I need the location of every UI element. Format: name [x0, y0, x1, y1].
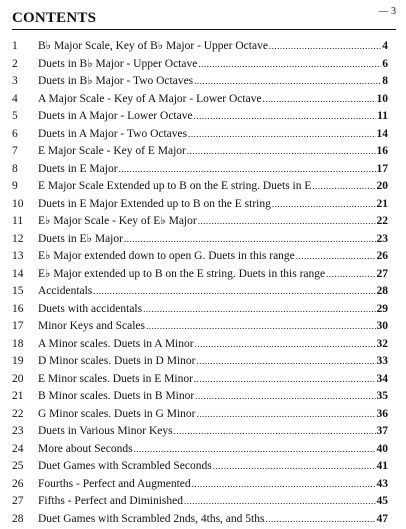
dot-leader — [194, 371, 376, 389]
toc-entry-number: 11 — [12, 215, 24, 227]
dot-leader — [194, 73, 381, 91]
toc-entry-title: B Minor scales. Duets in B Minor — [38, 390, 195, 402]
toc-entry — [12, 318, 388, 336]
toc-entry-page: 40 — [376, 442, 388, 455]
toc-entry-title: E Major Scale - Key of E Major — [38, 145, 186, 157]
dot-leader — [174, 423, 376, 441]
toc-entry — [12, 56, 388, 74]
dot-leader — [296, 248, 376, 266]
toc-entry-page: 29 — [376, 302, 388, 315]
toc-entry — [12, 476, 388, 494]
toc-entry-page: 41 — [376, 460, 388, 472]
toc-entry-number: 13 — [12, 250, 24, 262]
toc-entry-title: Duet Games with Scrambled Seconds — [38, 460, 212, 472]
dot-leader — [93, 283, 375, 301]
table-of-contents — [12, 38, 388, 528]
toc-entry-page: 35 — [376, 390, 388, 402]
dot-leader — [119, 161, 376, 179]
toc-entry — [12, 91, 388, 109]
toc-entry-page: 45 — [376, 495, 388, 507]
dot-leader — [124, 231, 376, 249]
toc-entry-page: 33 — [376, 355, 388, 367]
dot-leader — [198, 213, 376, 231]
toc-entry-page: 10 — [376, 92, 388, 105]
toc-entry — [12, 511, 388, 529]
toc-entry — [12, 248, 388, 266]
toc-entry-title: E Major Scale Extended up to B on the E string. Duets in E — [38, 180, 312, 192]
toc-entry — [12, 493, 388, 511]
toc-entry-number: 28 — [12, 512, 24, 525]
toc-entry-title: Duets in A Major - Lower Octave — [38, 110, 193, 122]
toc-entry-page: 14 — [376, 127, 388, 140]
dot-leader — [195, 336, 376, 354]
toc-entry-number: 12 — [12, 232, 24, 245]
dot-leader — [134, 441, 376, 459]
page-number: — 3 — [378, 6, 396, 17]
toc-entry-number: 14 — [12, 267, 24, 280]
toc-entry-page: 4 — [382, 40, 388, 52]
dot-leader — [192, 476, 376, 494]
toc-entry-page: 47 — [376, 512, 388, 525]
toc-entry — [12, 38, 388, 56]
toc-entry-number: 16 — [12, 302, 24, 315]
toc-entry-title: Duets in E♭ Major — [38, 232, 123, 245]
toc-entry-number: 9 — [12, 180, 18, 192]
toc-entry-title: Duets in B♭ Major - Two Octaves — [38, 75, 194, 87]
toc-entry-page: 26 — [376, 250, 388, 262]
toc-entry-page: 43 — [376, 477, 388, 490]
toc-entry-number: 21 — [12, 390, 24, 402]
toc-entry-title: Duets with accidentals — [38, 302, 143, 315]
toc-entry-page: 17 — [376, 162, 388, 175]
toc-entry-number: 25 — [12, 460, 24, 472]
toc-entry-page: 36 — [376, 407, 388, 420]
toc-entry-title: D Minor scales. Duets in D Minor — [38, 355, 196, 367]
toc-entry-number: 5 — [12, 110, 18, 122]
toc-entry-number: 1 — [12, 40, 18, 52]
toc-entry-number: 19 — [12, 355, 24, 367]
contents-heading: CONTENTS — [12, 10, 97, 26]
toc-entry-page: 37 — [376, 425, 388, 437]
toc-entry-page: 34 — [376, 372, 388, 385]
toc-entry-page: 21 — [376, 197, 388, 210]
toc-entry — [12, 73, 388, 91]
toc-entry-title: Minor Keys and Scales — [38, 320, 145, 332]
dot-leader — [196, 406, 375, 424]
toc-entry — [12, 143, 388, 161]
dot-leader — [213, 458, 376, 476]
toc-entry — [12, 458, 388, 476]
toc-entry-title: Duets in E Major Extended up to B on the E string — [38, 197, 271, 210]
dot-leader — [187, 143, 376, 161]
toc-entry-number: 10 — [12, 197, 24, 210]
toc-entry-number: 8 — [12, 162, 18, 175]
toc-entry-page: 28 — [376, 285, 388, 297]
toc-entry-page: 23 — [376, 232, 388, 245]
toc-entry-number: 2 — [12, 57, 18, 70]
toc-entry-number: 4 — [12, 92, 18, 105]
toc-entry — [12, 336, 388, 354]
toc-entry-number: 20 — [12, 372, 24, 385]
toc-entry-title: E♭ Major extended up to B on the E string. Duets in this range — [38, 267, 326, 280]
toc-entry — [12, 126, 388, 144]
toc-entry — [12, 353, 388, 371]
dot-leader — [263, 91, 376, 109]
dot-leader — [195, 388, 375, 406]
dot-leader — [326, 266, 375, 284]
dot-leader — [184, 493, 375, 511]
toc-entry-page: 8 — [382, 75, 388, 87]
toc-entry — [12, 371, 388, 389]
dot-leader — [269, 38, 381, 56]
heading-rule — [12, 29, 396, 30]
toc-entry-title: Duet Games with Scrambled 2nds, 4ths, and 5ths — [38, 512, 265, 525]
toc-entry-page: 27 — [376, 267, 388, 280]
toc-entry-number: 26 — [12, 477, 24, 490]
toc-entry-number: 24 — [12, 442, 24, 455]
toc-entry-number: 23 — [12, 425, 24, 437]
toc-entry-title: Duets in B♭ Major - Upper Octave — [38, 57, 198, 70]
toc-entry — [12, 388, 388, 406]
dot-leader — [196, 353, 375, 371]
toc-entry — [12, 266, 388, 284]
toc-entry-number: 22 — [12, 407, 24, 420]
toc-entry-page: 20 — [376, 180, 388, 192]
toc-entry-page: 30 — [376, 320, 388, 332]
toc-entry-page: 22 — [376, 215, 388, 227]
dot-leader — [194, 108, 377, 126]
toc-entry-number: 7 — [12, 145, 18, 157]
toc-entry-title: Duets in A Major - Two Octaves — [38, 127, 188, 140]
toc-entry-title: G Minor scales. Duets in G Minor — [38, 407, 196, 420]
toc-entry-title: More about Seconds — [38, 442, 133, 455]
toc-entry-title: E♭ Major extended down to open G. Duets in this range — [38, 250, 295, 262]
toc-entry — [12, 231, 388, 249]
dot-leader — [146, 318, 376, 336]
toc-entry-page: 11 — [377, 110, 388, 122]
toc-entry — [12, 301, 388, 319]
toc-entry-title: Accidentals — [38, 285, 93, 297]
toc-entry-title: Duets in E Major — [38, 162, 118, 175]
toc-entry-title: Fourths - Perfect and Augmented — [38, 477, 191, 490]
toc-entry-number: 27 — [12, 495, 24, 507]
toc-entry-title: Duets in Various Minor Keys — [38, 425, 173, 437]
dot-leader — [265, 511, 375, 529]
toc-entry-title: E♭ Major Scale - Key of E♭ Major — [38, 215, 197, 227]
toc-entry — [12, 423, 388, 441]
toc-entry-number: 18 — [12, 337, 24, 350]
toc-entry — [12, 213, 388, 231]
toc-entry — [12, 196, 388, 214]
toc-entry-number: 3 — [12, 75, 18, 87]
toc-entry-page: 32 — [376, 337, 388, 350]
dot-leader — [198, 56, 381, 74]
toc-entry-title: A Major Scale - Key of A Major - Lower Octave — [38, 92, 262, 105]
toc-entry-number: 15 — [12, 285, 24, 297]
toc-entry — [12, 161, 388, 179]
toc-entry-number: 17 — [12, 320, 24, 332]
toc-entry-title: A Minor scales. Duets in A Minor — [38, 337, 194, 350]
toc-entry-page: 6 — [382, 57, 388, 70]
dot-leader — [143, 301, 375, 319]
toc-entry-title: Fifths - Perfect and Diminished — [38, 495, 184, 507]
dot-leader — [312, 178, 375, 196]
dot-leader — [272, 196, 376, 214]
dot-leader — [188, 126, 375, 144]
toc-entry — [12, 283, 388, 301]
toc-entry — [12, 108, 388, 126]
toc-entry-title: E Minor scales. Duets in E Minor — [38, 372, 193, 385]
toc-entry — [12, 441, 388, 459]
toc-entry — [12, 178, 388, 196]
toc-entry-number: 6 — [12, 127, 18, 140]
toc-entry — [12, 406, 388, 424]
toc-entry-page: 16 — [376, 145, 388, 157]
toc-entry-title: B♭ Major Scale, Key of B♭ Major - Upper Octave — [38, 40, 268, 52]
